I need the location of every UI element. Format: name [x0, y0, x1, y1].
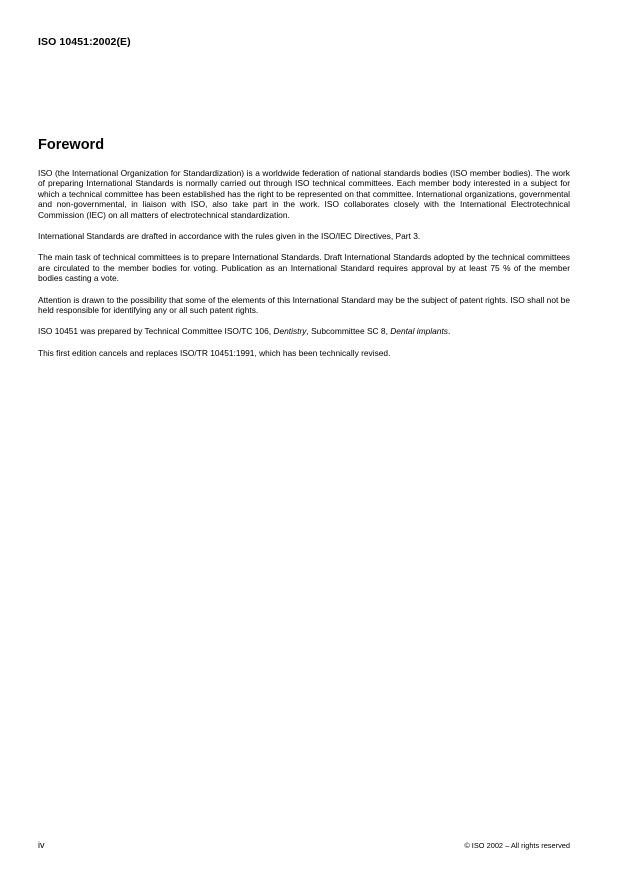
- committee-name: Dentistry: [273, 326, 307, 337]
- document-id: ISO 10451:2002(E): [38, 36, 131, 48]
- paragraph-prepared-by: [38, 326, 570, 336]
- page-number: iv: [38, 840, 45, 850]
- paragraph-patent-rights: Attention is drawn to the possibility that some of the elements of this International Standard may be the subject of patent rights. ISO shall not be held responsible for identifying any or all such patent rights.: [38, 294, 570, 316]
- page-title: Foreword: [38, 137, 105, 153]
- foreword-body: [38, 168, 570, 358]
- paragraph-edition: This first edition cancels and replaces ISO/TR 10451:1991, which has been technically revised.: [38, 347, 391, 358]
- paragraph-technical-committees: The main task of technical committees is to prepare International Standards. Draft International Standards adopted by the technical committees are circulated to the member bodies for voting. Publication as an International Standard requires approval by at least 75 % of the member bodies casting a vote.: [38, 252, 570, 284]
- prepared-by-text-3: .: [447, 326, 451, 337]
- subcommittee-name: Dental implants: [390, 326, 448, 337]
- copyright-notice: © ISO 2002 – All rights reserved: [464, 841, 570, 850]
- prepared-by-text: ISO 10451 was prepared by Technical Committee ISO/TC 106,: [38, 326, 274, 337]
- prepared-by-text-2: , Subcommittee SC 8,: [306, 326, 391, 337]
- paragraph-iso-federation: ISO (the International Organization for Standardization) is a worldwide federation of national standards bodies (ISO member bodies). The work of preparing International Standards is normally carried out through ISO technical committees. Each member body interested in a subject for which a technical committee has been established has the right to be represented on that committee. International organizations, governmental and non-governmental, in liaison with ISO, also take part in the work. ISO collaborates closely with the International Electrotechnical Commission (IEC) on all matters of electrotechnical standardization.: [38, 168, 570, 220]
- paragraph-drafting-rules: International Standards are drafted in accordance with the rules given in the ISO/IEC Directives, Part 3.: [38, 231, 421, 242]
